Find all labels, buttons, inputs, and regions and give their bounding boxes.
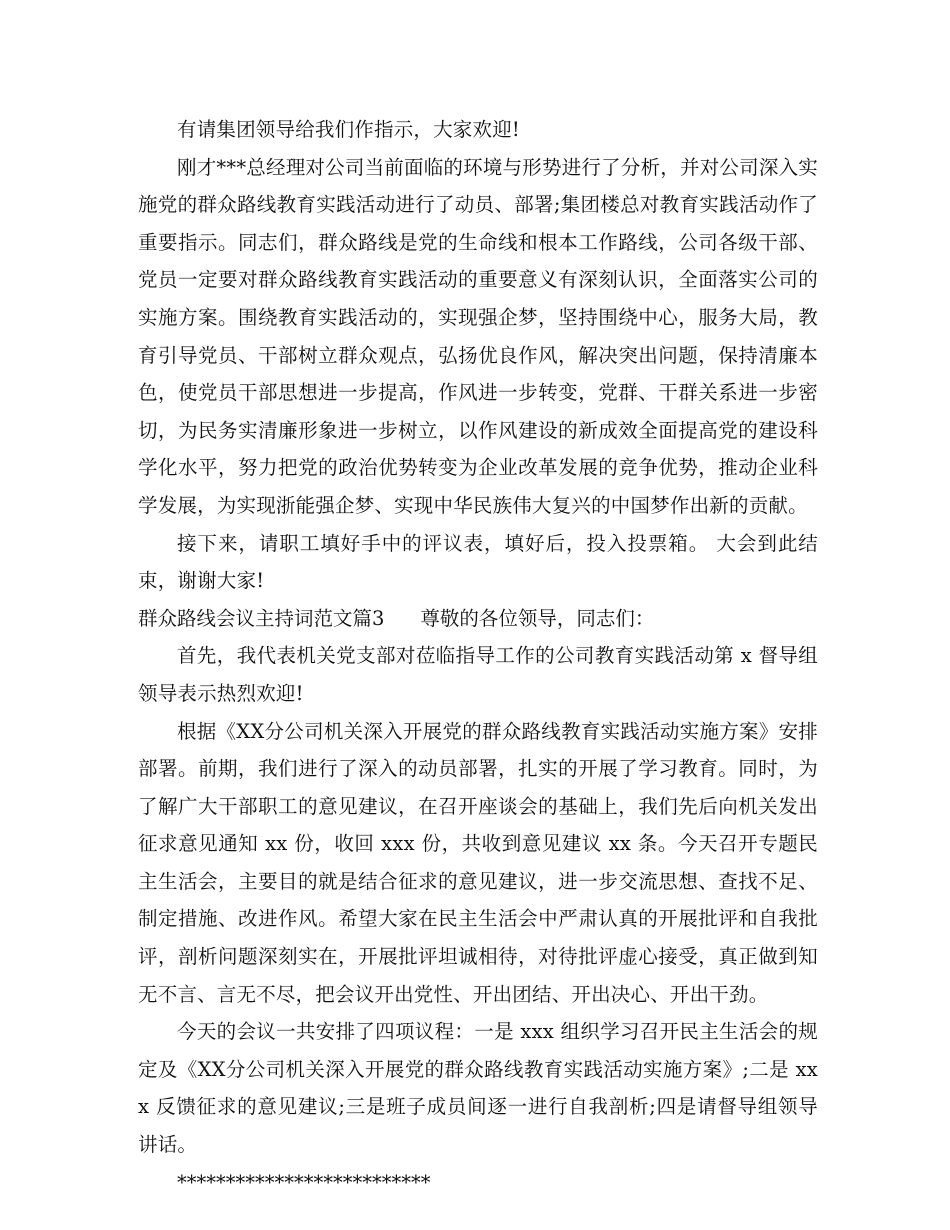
document-body	[138, 111, 818, 1201]
paragraph-background: 根据《XX分公司机关深入开展党的群众路线教育实践活动实施方案》安排部署。前期，我们进行了深入的动员部署，扎实的开展了学习教育。同时，为了解广大干部职工的意见建议，在召开座谈会的基础上，我们先后向机关发出征求意见通知 xx 份，收回 xxx 份，共收到意见建议 xx 条。今天召开专题民主生活会，主要目的就是结合征求的意见建议，进一步交流思想、查找不足、制定措施、改进作风。希望大家在民主生活会中严肃认真的开展批评和自我批评，剖析问题深刻实在，开展批评坦诚相待，对待批评虚心接受，真正做到知无不言、言无不尽，把会议开出党性、开出团结、开出决心、开出干劲。	[138, 719, 818, 1006]
section-heading	[138, 600, 818, 638]
paragraph-invitation: 有请集团领导给我们作指示，大家欢迎!	[177, 118, 520, 141]
paragraph-closing: 接下来，请职工填好手中的评议表，填好后，投入投票箱。 大会到此结束，谢谢大家!	[138, 531, 818, 593]
paragraph-welcome: 首先，我代表机关党支部对莅临指导工作的公司教育实践活动第 x 督导组领导表示热烈欢迎!	[138, 644, 818, 705]
section-title: 群众路线会议主持词范文篇3	[138, 606, 385, 630]
separator-line: **************************	[177, 1170, 431, 1194]
paragraph-agenda: 今天的会议一共安排了四项议程：一是 xxx 组织学习召开民主生活会的规定及《XX分公司机关深入开展党的群众路线教育实践活动实施方案》;二是 xxx 反馈征求的意见建议;三是班子成员间逐一进行自我剖析;四是请督导组领导讲话。	[138, 1020, 818, 1157]
paragraph-summary: 刚才***总经理对公司当前面临的环境与形势进行了分析，并对公司深入实施党的群众路线教育实践活动进行了动员、部署;集团楼总对教育实践活动作了重要指示。同志们，群众路线是党的生命线和根本工作路线，公司各级干部、党员一定要对群众路线教育实践活动的重要意义有深刻认识，全面落实公司的实施方案。围绕教育实践活动的，实现强企梦，坚持围绕中心，服务大局，教育引导党员、干部树立群众观点，弘扬优良作风，解决突出问题，保持清廉本色，使党员干部思想进一步提高，作风进一步转变，党群、干群关系进一步密切，为民务实清廉形象进一步树立，以作风建设的新成效全面提高党的建设科学化水平，努力把党的政治优势转变为企业改革发展的竞争优势，推动企业科学发展，为实现浙能强企梦、实现中华民族伟大复兴的中国梦作出新的贡献。	[138, 155, 818, 517]
section-greeting: 尊敬的各位领导，同志们：	[420, 606, 655, 630]
